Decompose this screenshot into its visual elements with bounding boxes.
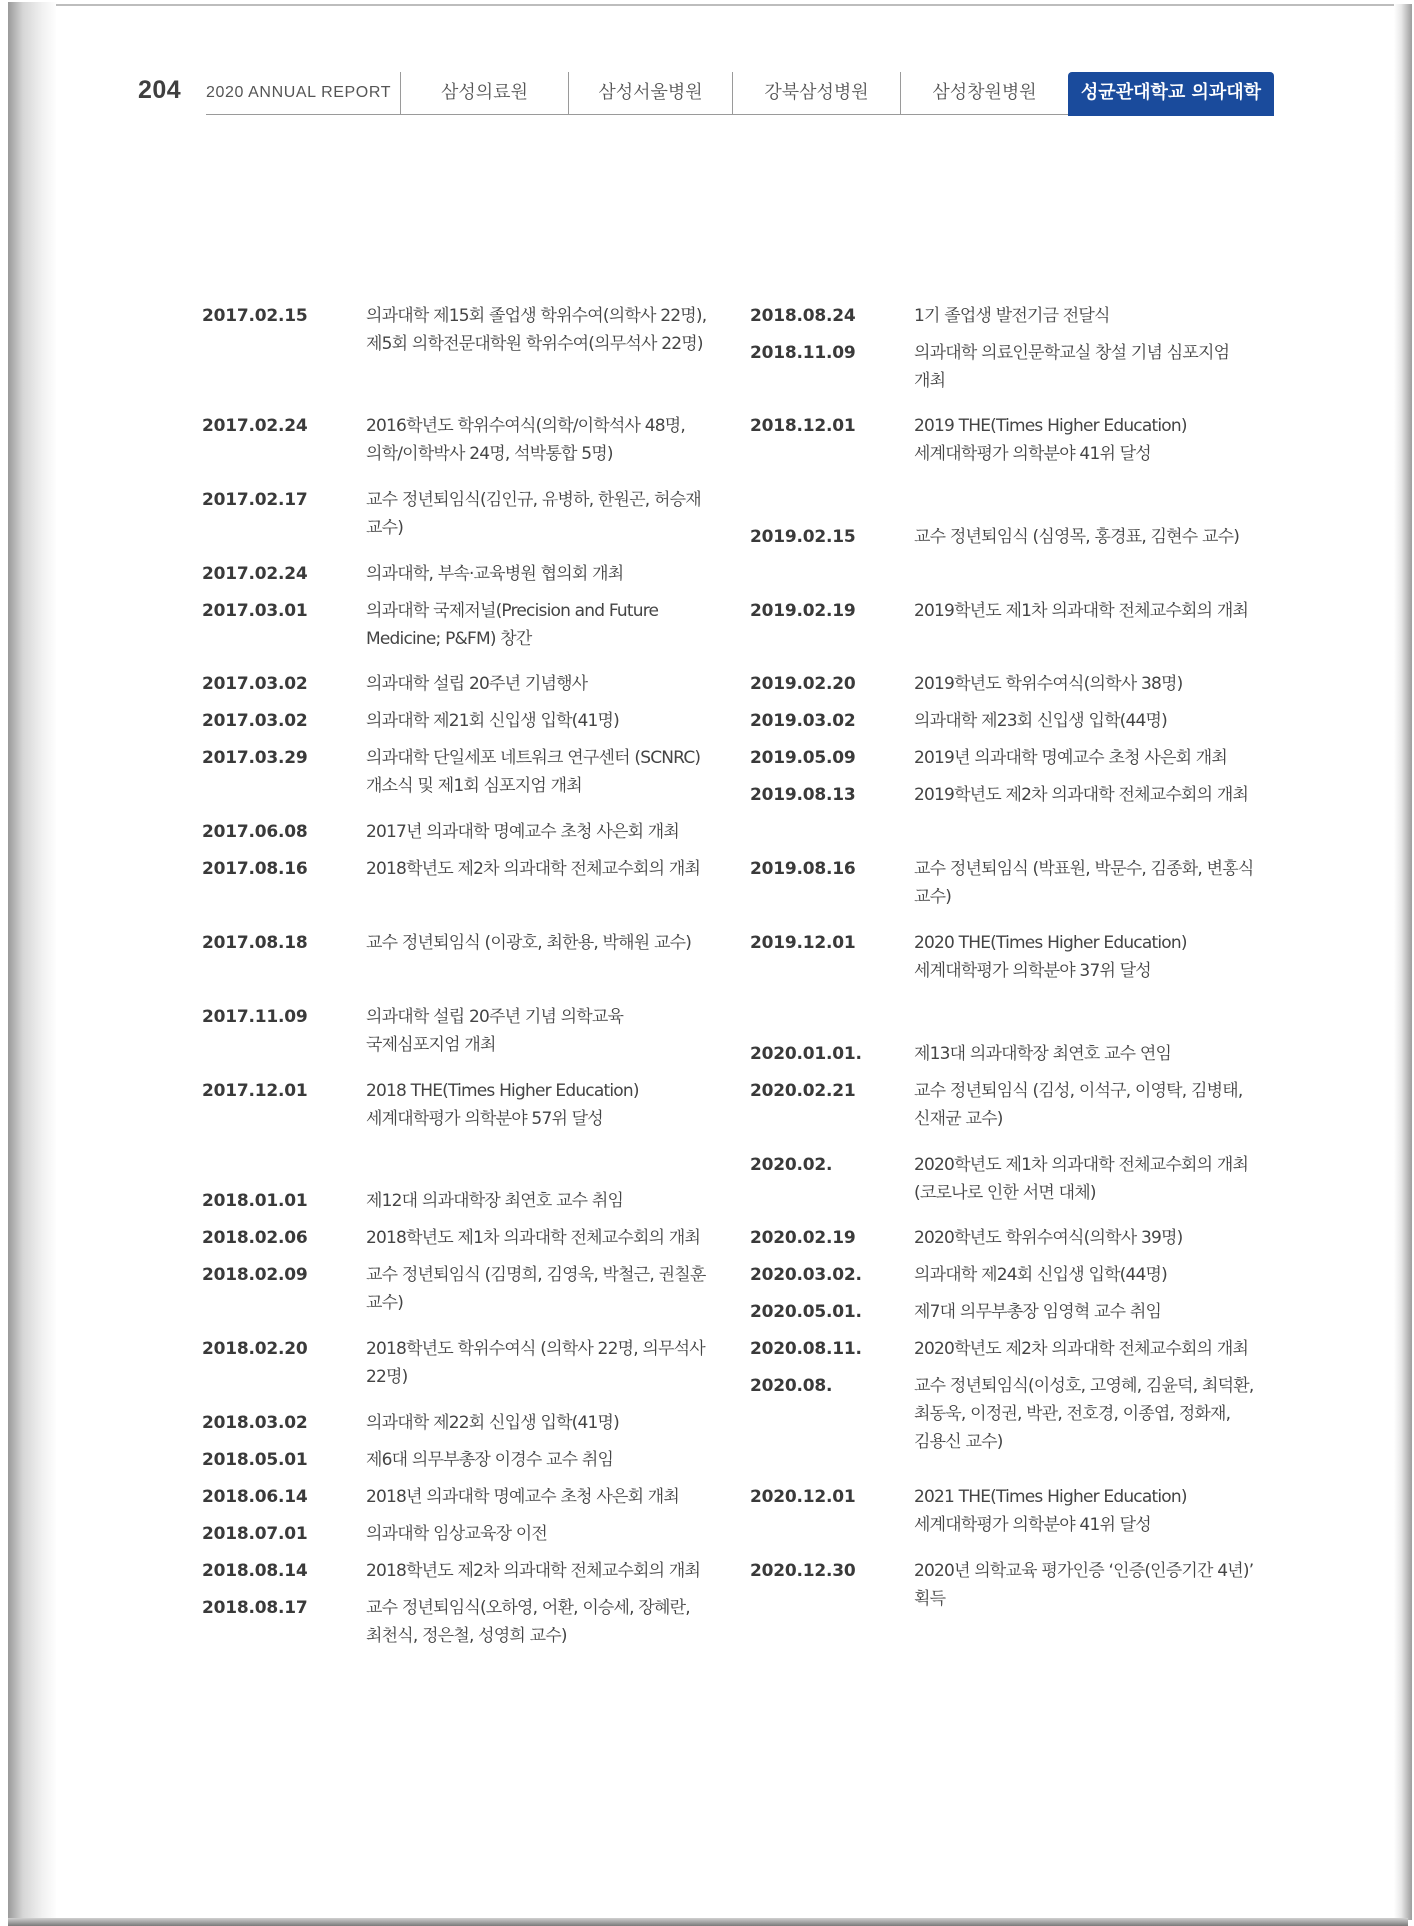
page-number: 204 [138,76,182,104]
timeline-description: 의과대학 의료인문학교실 창설 기념 심포지엄 개최 [914,343,1230,391]
timeline-description: 2019학년도 제1차 의과대학 전체교수회의 개최 [914,601,1249,621]
timeline-description: 제6대 의무부총장 이경수 교수 취임 [366,1450,614,1470]
timeline-date: 2017.08.16 [202,859,308,879]
timeline-date: 2017.03.02 [202,711,308,731]
section-tabs [400,72,1274,116]
timeline-date: 2019.05.09 [750,748,856,768]
timeline-date: 2019.12.01 [750,933,856,953]
timeline-description: 의과대학 임상교육장 이전 [366,1524,548,1544]
timeline-description: 제12대 의과대학장 최연호 교수 취임 [366,1191,624,1211]
timeline-description: 2018학년도 학위수여식 (의학사 22명, 의무석사 22명) [366,1339,705,1387]
timeline-date: 2018.05.01 [202,1450,308,1470]
tab-samsung-changwon-hospital[interactable]: 삼성창원병원 [900,72,1068,114]
page-edge-left [8,2,58,1922]
timeline-description: 2018학년도 제1차 의과대학 전체교수회의 개최 [366,1228,701,1248]
report-title: 2020 ANNUAL REPORT [206,84,392,101]
timeline-date: 2020.08.11. [750,1339,862,1359]
timeline-date: 2017.11.09 [202,1007,308,1027]
timeline-date: 2019.02.15 [750,527,856,547]
timeline-description: 1기 졸업생 발전기금 전달식 [914,306,1110,326]
timeline-description: 제7대 의무부총장 임영혁 교수 취임 [914,1302,1162,1322]
timeline-date: 2020.02.19 [750,1228,856,1248]
timeline-date: 2018.11.09 [750,343,856,363]
timeline-description: 2020학년도 제2차 의과대학 전체교수회의 개최 [914,1339,1249,1359]
timeline-description: 2020 THE(Times Higher Education) 세계대학평가 의학분야 37위 달성 [914,933,1187,981]
timeline-date: 2019.02.19 [750,601,856,621]
timeline-description: 2019학년도 제2차 의과대학 전체교수회의 개최 [914,785,1249,805]
timeline-description: 의과대학 제15회 졸업생 학위수여(의학사 22명), 제5회 의학전문대학원 학위수여(의무석사 22명) [366,306,707,354]
timeline-date: 2017.12.01 [202,1081,308,1101]
timeline-description: 의과대학 제21회 신입생 입학(41명) [366,711,620,731]
timeline-description: 교수 정년퇴임식 (이광호, 최한용, 박해원 교수) [366,933,692,953]
timeline-date: 2020.03.02. [750,1265,862,1285]
timeline-date: 2020.01.01. [750,1044,862,1064]
timeline-description: 제13대 의과대학장 최연호 교수 연임 [914,1044,1172,1064]
timeline-description: 의과대학 제23회 신입생 입학(44명) [914,711,1168,731]
timeline-description: 의과대학 제22회 신입생 입학(41명) [366,1413,620,1433]
page-shadow-bottom [8,1918,1408,1926]
timeline-date: 2018.02.09 [202,1265,308,1285]
timeline-date: 2018.01.01 [202,1191,308,1211]
timeline-date: 2019.03.02 [750,711,856,731]
timeline-date: 2020.02.21 [750,1081,856,1101]
timeline-description: 의과대학 단일세포 네트워크 연구센터 (SCNRC) 개소식 및 제1회 심포지엄 개최 [366,748,701,796]
tab-samsung-seoul-hospital[interactable]: 삼성서울병원 [568,72,732,114]
tab-kangbuk-samsung-hospital[interactable]: 강북삼성병원 [732,72,900,114]
timeline-description: 2017년 의과대학 명예교수 초청 사은회 개최 [366,822,680,842]
timeline-date: 2019.08.13 [750,785,856,805]
tab-samsung-medical-center[interactable]: 삼성의료원 [400,72,568,114]
timeline-description: 교수 정년퇴임식 (김성, 이석구, 이영탁, 김병태, 신재균 교수) [914,1081,1243,1129]
timeline-date: 2018.03.02 [202,1413,308,1433]
timeline-description: 의과대학 설립 20주년 기념 의학교육 국제심포지엄 개최 [366,1007,624,1055]
timeline-date: 2017.08.18 [202,933,308,953]
timeline-date: 2020.02. [750,1155,833,1175]
timeline-description: 2019학년도 학위수여식(의학사 38명) [914,674,1183,694]
timeline-date: 2020.08. [750,1376,833,1396]
timeline-description: 의과대학, 부속·교육병원 협의회 개최 [366,564,624,584]
timeline-date: 2017.02.17 [202,490,308,510]
timeline-date: 2017.03.02 [202,674,308,694]
timeline-date: 2018.02.06 [202,1228,308,1248]
timeline-date: 2019.08.16 [750,859,856,879]
timeline-date: 2018.12.01 [750,416,856,436]
timeline-description: 2016학년도 학위수여식(의학/이학석사 48명, 의학/이학박사 24명, 석박통합 5명) [366,416,685,464]
timeline-date: 2018.07.01 [202,1524,308,1544]
timeline-date: 2020.12.30 [750,1561,856,1581]
timeline-date: 2018.02.20 [202,1339,308,1359]
timeline-date: 2017.02.15 [202,306,308,326]
timeline-description: 교수 정년퇴임식(오하영, 어환, 이승세, 장혜란, 최천식, 정은철, 성영희 교수) [366,1598,690,1646]
timeline-date: 2019.02.20 [750,674,856,694]
timeline-description: 교수 정년퇴임식(이성호, 고영혜, 김윤덕, 최덕환, 최동욱, 이정권, 박관, 전호경, 이종엽, 정화재, 김용신 교수) [914,1376,1254,1452]
timeline-date: 2017.06.08 [202,822,308,842]
timeline-description: 2020학년도 제1차 의과대학 전체교수회의 개최(코로나로 인한 서면 대체) [914,1155,1249,1203]
timeline-description: 2021 THE(Times Higher Education) 세계대학평가 의학분야 41위 달성 [914,1487,1187,1535]
timeline-description: 교수 정년퇴임식 (김명희, 김영욱, 박철근, 권칠훈 교수) [366,1265,706,1313]
timeline-description: 2018학년도 제2차 의과대학 전체교수회의 개최 [366,1561,701,1581]
timeline-date: 2018.08.24 [750,306,856,326]
tab-skku-school-of-medicine[interactable]: 성균관대학교 의과대학 [1068,72,1274,116]
timeline-description: 의과대학 제24회 신입생 입학(44명) [914,1265,1168,1285]
timeline-description: 2019 THE(Times Higher Education) 세계대학평가 의학분야 41위 달성 [914,416,1187,464]
timeline-description: 2020학년도 학위수여식(의학사 39명) [914,1228,1183,1248]
timeline-date: 2018.06.14 [202,1487,308,1507]
timeline-date: 2017.02.24 [202,564,308,584]
timeline-description: 2019년 의과대학 명예교수 초청 사은회 개최 [914,748,1228,768]
timeline-description: 2018년 의과대학 명예교수 초청 사은회 개최 [366,1487,680,1507]
timeline-date: 2018.08.17 [202,1598,308,1618]
timeline-date: 2020.12.01 [750,1487,856,1507]
timeline-description: 2020년 의학교육 평가인증 ‘인증(인증기간 4년)’ 획득 [914,1561,1254,1609]
timeline-description: 2018학년도 제2차 의과대학 전체교수회의 개최 [366,859,701,879]
timeline-description: 의과대학 설립 20주년 기념행사 [366,674,588,694]
timeline-description: 의과대학 국제저널(Precision and Future Medicine; P&FM) 창간 [366,601,659,649]
timeline-description: 교수 정년퇴임식 (박표원, 박문수, 김종화, 변홍식 교수) [914,859,1254,907]
page-edge-right [1394,4,1412,1920]
timeline-date: 2017.03.01 [202,601,308,621]
page-header [138,72,1270,116]
timeline-description: 2018 THE(Times Higher Education) 세계대학평가 의학분야 57위 달성 [366,1081,639,1129]
timeline-description: 교수 정년퇴임식 (심영목, 홍경표, 김현수 교수) [914,527,1240,547]
timeline-date: 2018.08.14 [202,1561,308,1581]
timeline-date: 2017.02.24 [202,416,308,436]
timeline-description: 교수 정년퇴임식(김인규, 유병하, 한원곤, 허승재 교수) [366,490,701,538]
timeline-date: 2020.05.01. [750,1302,862,1322]
timeline-date: 2017.03.29 [202,748,308,768]
